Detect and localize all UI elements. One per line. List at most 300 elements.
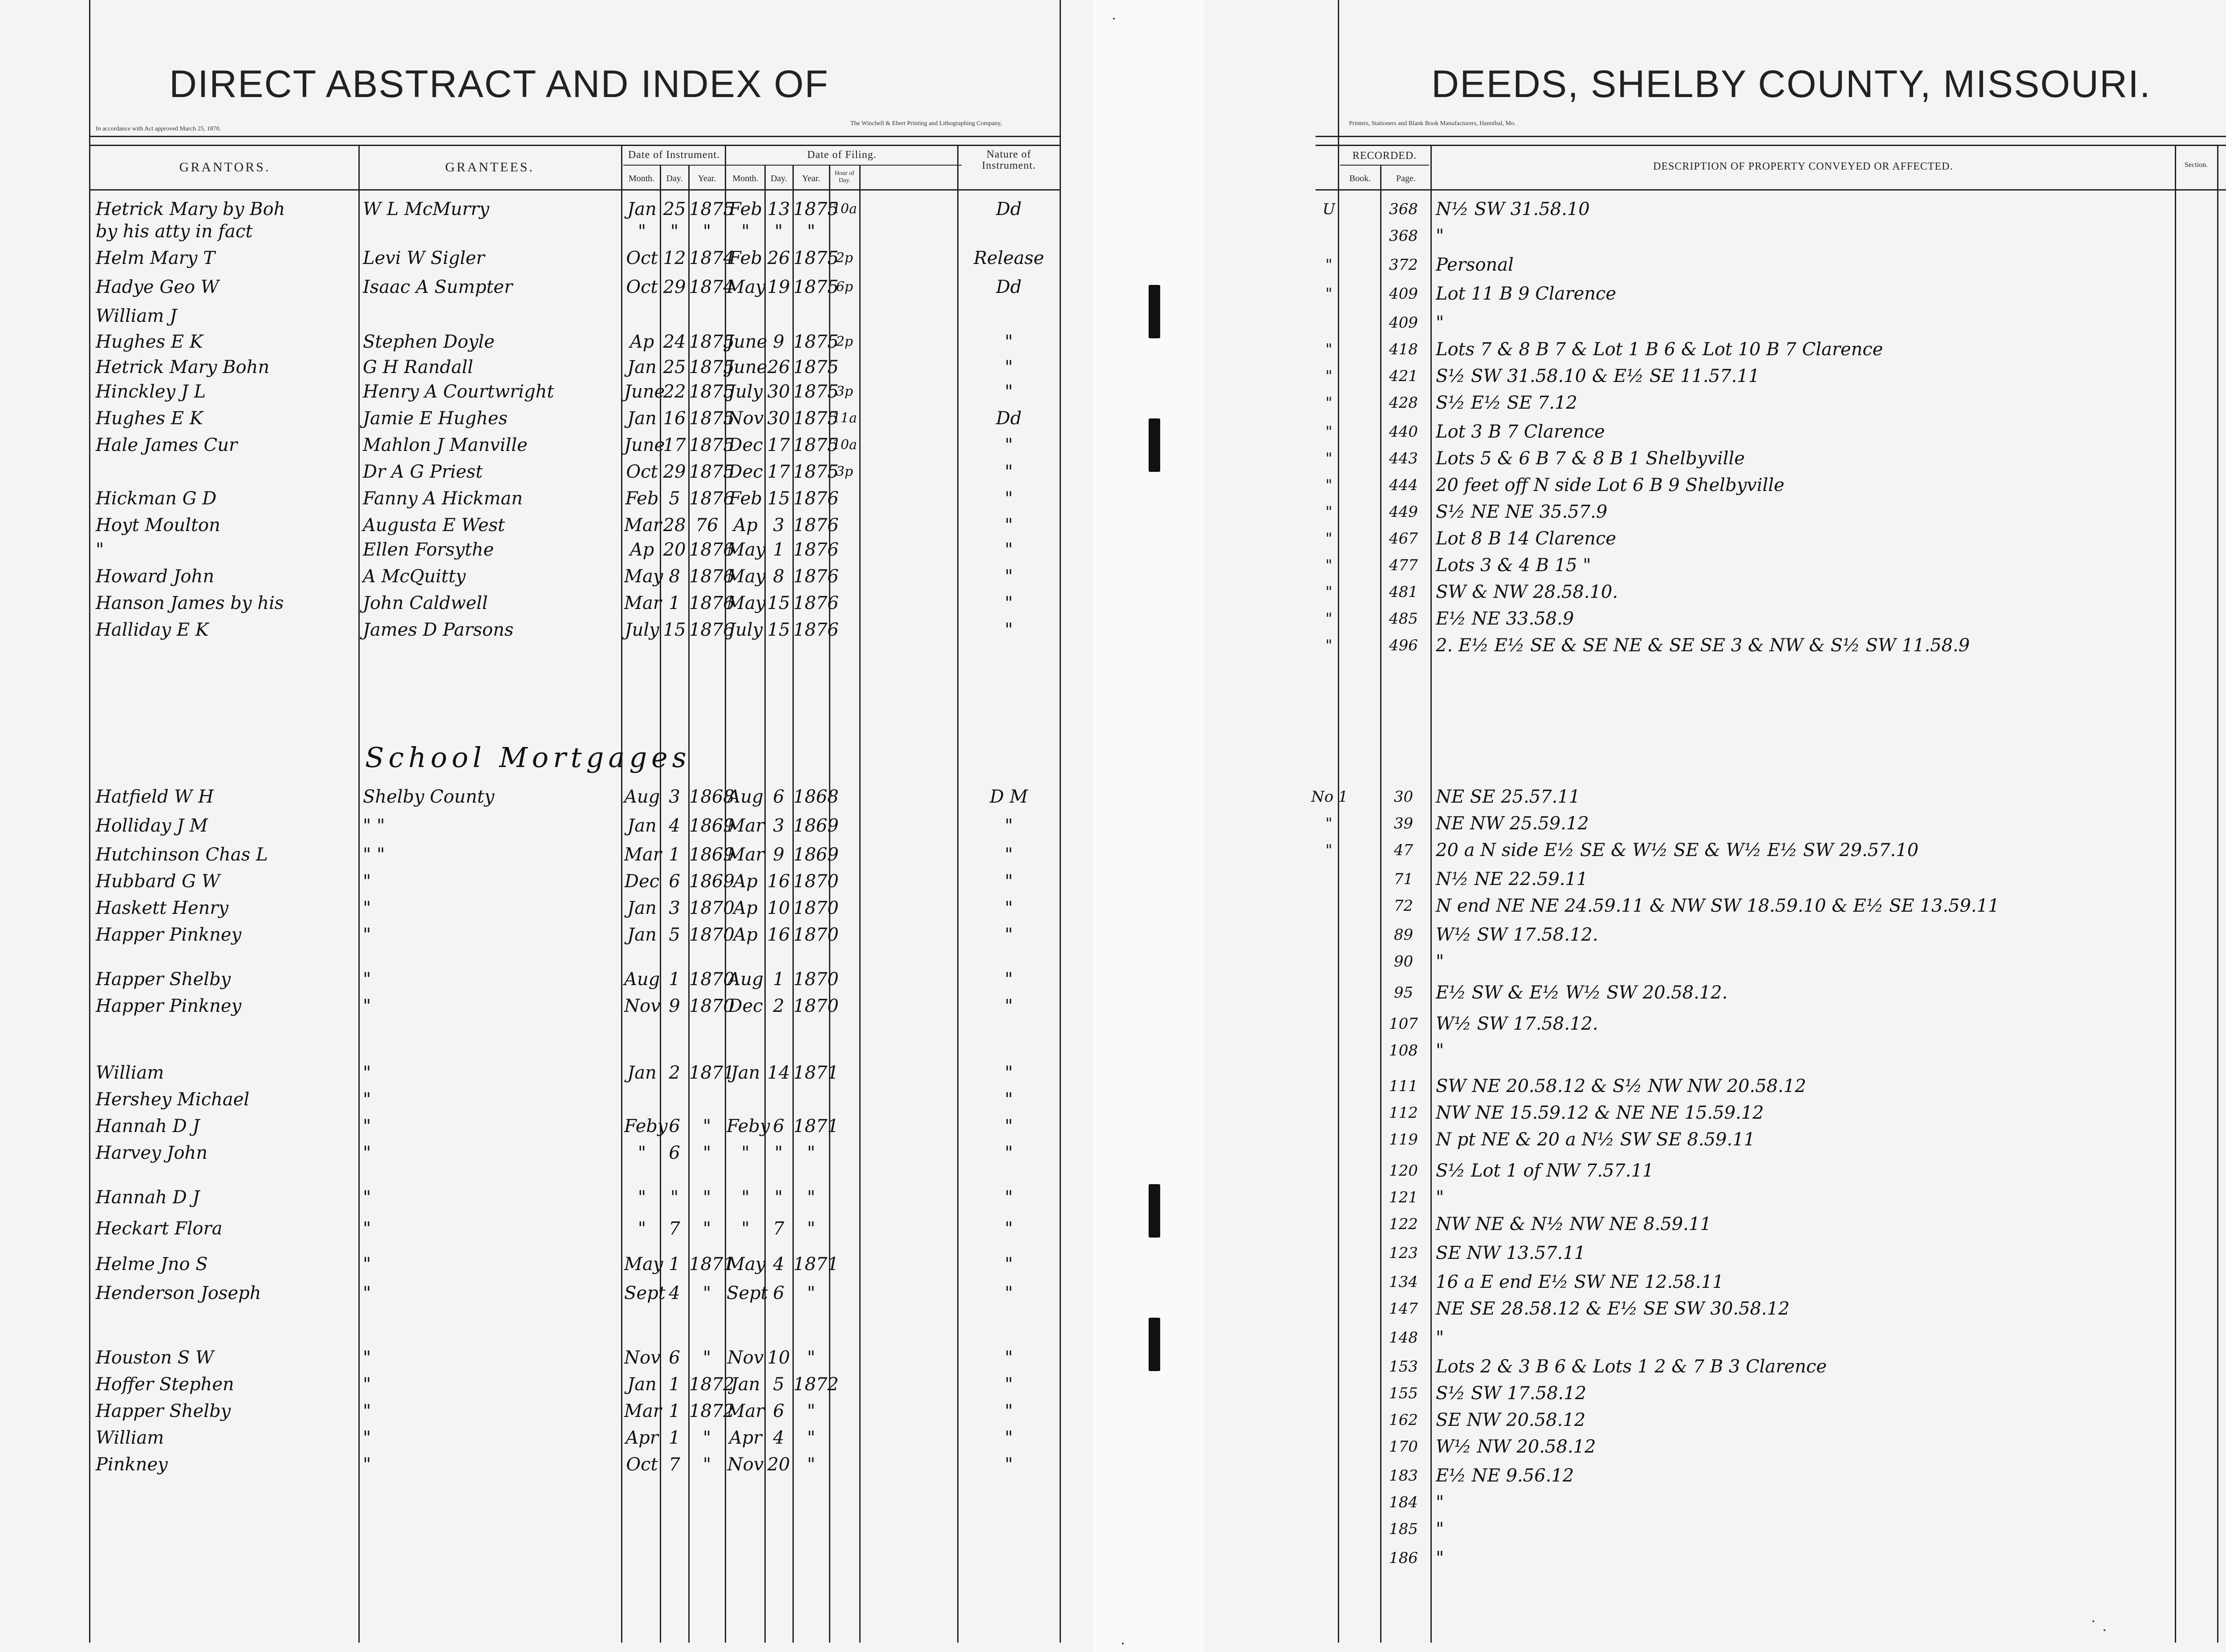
instrument-day-cell: 12 [663,248,686,268]
filing-day-cell: 15 [767,488,790,509]
nature-cell: " [1004,1218,1013,1239]
ledger-row [0,245,1093,272]
ledger-row [0,783,1093,810]
ledger-row [0,459,1093,485]
book-cell [1311,1100,1347,1126]
grantee-cell [363,303,620,329]
page-cell: 111 [1389,1077,1418,1095]
ledger-row [0,841,1093,868]
instrument-day-cell: 6 [669,1348,680,1368]
instrument-year-cell: 1876 [689,620,735,640]
book-cell [1311,1073,1347,1100]
description-cell: S½ SW 17.58.12 [1436,1383,1587,1404]
instrument-year-cell: 1875 [689,408,735,429]
description-cell: " [1436,313,1444,333]
grantor-cell: Hershey Michael [96,1089,250,1110]
ledger-row [0,432,1093,459]
instrument-month-cell: Jan [627,898,657,918]
description-cell: E½ SW & E½ W½ SW 20.58.12. [1436,982,1728,1003]
ledger-row [0,1344,1093,1371]
filing-day-cell: 26 [767,357,790,377]
filing-year-cell: 1875 [793,277,839,297]
nature-cell: " [1004,1374,1013,1395]
nature-cell: " [1004,488,1013,509]
filing-hour-cell [830,1371,859,1398]
filing-year-cell: 1870 [793,996,839,1016]
right-page-title: DEEDS, SHELBY COUNTY, MISSOURI. [1431,63,2151,106]
grantee-cell: Isaac A Sumpter [363,277,513,297]
grantor-cell: Hannah D J [96,1187,200,1208]
filing-hour-cell [830,1140,859,1166]
instrument-month-cell: Mar [624,593,662,613]
instrument-day-cell: 6 [669,1143,680,1163]
instrument-year-cell: 1875 [689,357,735,377]
book-cell: " [1325,394,1332,412]
instrument-month-cell: June [624,435,665,455]
book-cell [1311,1211,1347,1238]
filing-day-cell: 3 [773,515,784,536]
description-cell: NE NW 25.59.12 [1436,813,1589,834]
filing-month-cell [727,303,764,329]
grantor-cell: Hubbard G W [96,871,220,892]
page-cell: 368 [1389,200,1418,218]
page-cell: 153 [1389,1358,1418,1376]
filing-hour-cell [830,868,859,895]
instrument-year-cell: 1870 [689,969,735,990]
book-cell [1311,1324,1347,1351]
school-mortgages-heading: School Mortgages [365,741,691,774]
book-cell [1311,866,1347,893]
instrument-year-cell: 1875 [689,332,735,352]
instrument-month-cell: Ap [630,540,654,560]
nature-cell: " [1004,435,1013,455]
book-header: Book. [1349,174,1371,183]
filing-year-cell: " [807,1187,816,1208]
instrument-month-cell: Jan [627,1374,657,1395]
description-cell: N pt NE & 20 a N½ SW SE 8.59.11 [1436,1129,1755,1150]
ledger-row [0,329,1093,355]
instrument-day-cell: 1 [669,1401,680,1421]
instrument-month-cell: " [638,1187,646,1208]
instrument-month-cell: Oct [626,277,658,297]
filing-month-cell: May [727,277,766,297]
instrument-month-cell: Sept [624,1283,666,1303]
filing-hour-cell [830,1059,859,1086]
instrument-day-cell: 7 [669,1218,680,1239]
page-cell: 409 [1389,285,1418,303]
page-cell: 89 [1393,926,1414,944]
filing-month-cell: May [727,593,766,613]
page-cell: 421 [1389,367,1418,385]
filing-year-cell: 1876 [793,540,839,560]
instrument-day-cell: 9 [669,996,680,1016]
grantee-cell: " [363,1374,371,1395]
ledger-row [0,1398,1093,1425]
grantee-cell [363,218,620,245]
nature-cell: " [1004,925,1013,945]
instrument-year-cell: 1870 [689,898,735,918]
filing-month-cell: Nov [727,1348,764,1368]
filing-month-cell: Mar [727,1401,764,1421]
filing-day-cell: 1 [773,540,784,560]
filing-day-cell: 7 [773,1218,784,1239]
page-cell: 72 [1393,897,1414,915]
filing-hour-cell [830,1280,859,1307]
filing-hour-cell: 3p [836,464,853,479]
page-cell: 95 [1393,984,1414,1002]
nature-cell: " [1004,515,1013,536]
ledger-row [0,895,1093,921]
grantor-cell: Henderson Joseph [96,1283,261,1303]
book-cell: " [1325,476,1332,494]
filing-day-cell: 4 [773,1254,784,1275]
nature-cell: " [1004,969,1013,990]
filing-day-cell: 15 [767,593,790,613]
filing-month-cell: " [741,1143,750,1163]
filing-day-cell: 2 [773,996,784,1016]
ledger-row [0,812,1093,839]
page-cell: 418 [1389,341,1418,358]
description-cell: " [1436,1187,1444,1208]
nature-cell: " [1004,382,1013,402]
nature-cell: " [1004,462,1013,482]
description-cell: SE NW 13.57.11 [1436,1243,1586,1263]
book-cell: " [1325,450,1332,467]
instrument-month-cell: Jan [627,199,657,219]
instrument-year-cell: 1870 [689,996,735,1016]
instrument-month-cell: Oct [626,248,658,268]
grantors-header: GRANTORS. [179,160,271,175]
book-cell: " [1325,503,1332,521]
instrument-day-cell: 16 [663,408,686,429]
filing-year-cell: 1876 [793,593,839,613]
book-cell: " [1325,530,1332,548]
township-header [2218,161,2226,169]
instrument-month-cell: Mar [624,515,662,536]
description-cell: " [1436,951,1444,972]
instrument-month-cell: Feby [624,1116,668,1137]
filing-day-cell: 17 [767,462,790,482]
grantee-cell: Stephen Doyle [363,332,495,352]
filing-hour-cell: 11a [832,410,857,426]
grantor-cell: Hinckley J L [96,382,206,402]
page-cell: 444 [1389,476,1418,494]
instrument-year-cell [689,303,725,329]
nature-cell: " [1004,1454,1013,1475]
book-cell [1311,948,1347,975]
ledger-row [0,590,1093,617]
nature-header: Nature of Instrument. [982,149,1036,172]
filing-year-cell: 1876 [793,515,839,536]
filing-day-cell: 9 [773,332,784,352]
filing-year-cell: 1871 [793,1063,839,1083]
page-cell: 134 [1389,1273,1418,1291]
grantee-cell: " [363,1187,371,1208]
grantee-cell: " [363,969,371,990]
description-cell: E½ NE 9.56.12 [1436,1465,1574,1486]
instrument-day-cell: 6 [669,871,680,892]
grantor-cell: Hetrick Mary by Boh [96,199,285,219]
filing-hour-cell [830,812,859,839]
ledger-row [0,485,1093,512]
filing-hour-cell [830,1425,859,1451]
instrument-day-cell: 7 [669,1454,680,1475]
filing-month-cell: " [741,1187,750,1208]
nature-cell [959,218,1058,245]
grantor-cell: by his atty in fact [96,221,253,242]
page-cell: 449 [1389,503,1418,521]
instrument-day-cell: " [670,1187,679,1208]
nature-cell: " [1004,1143,1013,1163]
ledger-row [0,536,1093,563]
grantee-cell: Shelby County [363,787,495,807]
filing-year-cell: 1875 [793,408,839,429]
instrument-day-cell: 17 [663,435,686,455]
instrument-day-cell: 22 [663,382,686,402]
filing-hour-cell [830,617,859,643]
filing-month-cell: Feb [729,199,762,219]
instrument-day-cell: 1 [669,844,680,865]
filing-year-cell: " [807,1454,816,1475]
instrument-month-cell [624,1086,660,1113]
printer-note-right: Printers, Stationers and Blank Book Manufacturers, Hannibal, Mo. [1349,120,1516,127]
filing-day-cell: 14 [767,1063,790,1083]
page-cell: 467 [1389,530,1418,548]
filing-day-cell: 10 [767,1348,790,1368]
filing-month-cell: Feb [729,488,762,509]
grantor-cell: Hughes E K [96,408,203,429]
filing-hour-cell: 3p [836,384,853,399]
instrument-day-cell: 15 [663,620,686,640]
grantor-cell: William [96,1063,164,1083]
filing-month-cell: Feb [729,248,762,268]
nature-cell: Dd [996,277,1022,297]
grantor-cell: Hatfield W H [96,787,214,807]
filing-hour-cell [830,590,859,617]
grantor-cell: Happer Shelby [96,969,231,990]
filing-hour-cell: 2p [836,334,853,349]
book-cell: No 1 [1311,788,1348,806]
ledger-row [0,378,1093,405]
instrument-day-cell: " [670,221,679,242]
grantor-cell: Halliday E K [96,620,209,640]
filing-year-cell: 1870 [793,898,839,918]
instrument-year-cell [689,1086,725,1113]
book-cell [1311,893,1347,919]
grantee-cell: " [363,1063,371,1083]
file-year-header: Year. [802,174,821,183]
binding-slot [1149,285,1160,338]
page-cell: 155 [1389,1384,1418,1402]
filing-hour-cell: 2p [836,250,853,266]
left-page-title: DIRECT ABSTRACT AND INDEX OF [169,63,829,106]
description-cell: " [1436,1040,1444,1061]
grantor-cell: Holliday J M [96,816,208,836]
description-cell: Lot 8 B 14 Clarence [1436,528,1617,549]
instrument-year-cell: " [703,1187,711,1208]
book-cell [1311,1545,1347,1571]
filing-day-cell: 15 [767,620,790,640]
instrument-day-cell: 5 [669,488,680,509]
book-cell: " [1325,367,1332,385]
nature-cell: " [1004,566,1013,587]
filing-month-cell: Mar [727,816,764,836]
filing-month-cell: Sept [727,1283,768,1303]
book-cell: " [1325,637,1332,654]
instrument-month-cell: Apr [626,1428,658,1448]
instrument-month-cell: " [638,1218,646,1239]
filing-day-cell: 6 [773,1401,784,1421]
filing-day-cell: 3 [773,816,784,836]
book-gutter [1093,0,1204,1652]
filing-hour-cell [830,1251,859,1278]
instrument-month-cell: Jan [627,408,657,429]
description-cell: 2. E½ E½ SE & SE NE & SE SE 3 & NW & S½ SW 11.58.9 [1436,635,1970,656]
filing-hour-cell [830,536,859,563]
description-cell: N end NE NE 24.59.11 & NW SW 18.59.10 & E½ SE 13.59.11 [1436,896,1999,916]
book-cell [1311,979,1347,1006]
filing-hour-cell [830,1184,859,1211]
filing-year-cell: 1869 [793,816,839,836]
book-cell: " [1325,583,1332,601]
description-cell: SW & NW 28.58.10. [1436,582,1618,602]
description-cell: Lot 11 B 9 Clarence [1436,284,1617,304]
description-cell: " [1436,1519,1444,1539]
ledger-row [0,512,1093,539]
description-cell: Lots 7 & 8 B 7 & Lot 1 B 6 & Lot 10 B 7 Clarence [1436,339,1883,360]
date-filing-header: Date of Filing. [807,149,877,161]
book-cell [1311,223,1347,249]
book-cell [1311,1157,1347,1184]
hour-header: Hour of Day. [835,170,854,184]
instrument-day-cell: 8 [669,566,680,587]
instrument-day-cell [661,303,688,329]
instrument-day-cell: 1 [669,969,680,990]
grantee-cell: " [363,1348,371,1368]
instrument-year-cell: 1869 [689,816,735,836]
description-cell: 16 a E end E½ SW NE 12.58.11 [1436,1272,1724,1292]
inst-year-header: Year. [698,174,716,183]
instrument-day-cell: 2 [669,1063,680,1083]
filing-hour-cell: 10a [832,201,857,217]
page-cell: 183 [1389,1467,1418,1485]
description-cell: NW NE & N½ NW NE 8.59.11 [1436,1214,1711,1234]
filing-month-cell: May [727,540,766,560]
instrument-year-cell: 1871 [689,1063,735,1083]
filing-hour-cell [830,563,859,590]
description-cell: SW NE 20.58.12 & S½ NW NW 20.58.12 [1436,1076,1806,1096]
book-cell [1311,921,1347,948]
ledger-row [0,1184,1093,1211]
grantee-cell: " [363,996,371,1016]
grantee-cell: " [363,1283,371,1303]
instrument-month-cell: Jan [627,816,657,836]
filing-hour-cell [830,1086,859,1113]
filing-day-cell: 16 [767,925,790,945]
instrument-year-cell: " [703,1283,711,1303]
instrument-day-cell: 25 [663,357,686,377]
filing-hour-cell [830,1215,859,1242]
instrument-day-cell: 29 [663,462,686,482]
instrument-year-cell: " [703,1428,711,1448]
grantee-cell: Levi W Sigler [363,248,485,268]
grantor-cell: Hetrick Mary Bohn [96,357,270,377]
ledger-row [0,1451,1093,1478]
ledger-row [0,303,1093,329]
description-cell: Lots 3 & 4 B 15 " [1436,555,1591,576]
filing-year-cell: " [807,1143,816,1163]
grantor-cell: Pinkney [96,1454,168,1475]
page-cell: 90 [1393,953,1414,970]
filing-month-cell: Nov [727,1454,764,1475]
description-cell: " [1436,226,1444,246]
grantee-cell: Dr A G Priest [363,462,483,482]
filing-month-cell: Ap [733,871,758,892]
book-cell [1311,1407,1347,1433]
filing-year-cell: 1872 [793,1374,839,1395]
instrument-month-cell: July [625,620,659,640]
book-cell: " [1325,556,1332,574]
nature-cell: " [1004,620,1013,640]
instrument-day-cell: 3 [669,898,680,918]
ledger-row [0,563,1093,590]
scan-speck [1113,18,1115,20]
filing-day-cell: 19 [767,277,790,297]
filing-month-cell: Aug [727,787,764,807]
book-cell [1311,1433,1347,1460]
filing-year-cell: 1875 [793,248,839,268]
nature-cell: " [1004,1063,1013,1083]
filing-year-cell: 1875 [793,199,839,219]
filing-year-cell: 1876 [793,488,839,509]
instrument-day-cell: 3 [669,787,680,807]
filing-month-cell [727,1086,764,1113]
grantor-cell: Happer Pinkney [96,996,242,1016]
grantor-cell: William [96,1428,164,1448]
description-cell: Lots 5 & 6 B 7 & 8 B 1 Shelbyville [1436,448,1745,469]
filing-day-cell: 26 [767,248,790,268]
instrument-year-cell: " [703,1218,711,1239]
instrument-month-cell: Dec [624,871,660,892]
filing-month-cell: May [727,1254,766,1275]
filing-year-cell: " [807,221,816,242]
act-note: In accordance with Act approved March 25, 1870. [96,126,221,132]
description-cell: 20 a N side E½ SE & W½ SE & W½ E½ SW 29.57.10 [1436,840,1919,861]
filing-year-cell: 1871 [793,1116,839,1137]
filing-day-cell: 9 [773,844,784,865]
nature-cell: " [1004,996,1013,1016]
nature-cell: " [1004,1428,1013,1448]
book-cell: " [1325,285,1332,303]
instrument-month-cell [624,303,660,329]
filing-hour-cell [830,993,859,1019]
page-cell: 428 [1389,394,1418,412]
ledger-row [0,617,1093,643]
book-cell: U [1322,200,1336,218]
filing-hour-cell [830,1113,859,1140]
instrument-month-cell: Mar [624,844,662,865]
filing-day-cell: " [774,1187,783,1208]
filing-hour-cell [830,895,859,921]
instrument-day-cell: 5 [669,925,680,945]
description-cell: NW NE 15.59.12 & NE NE 15.59.12 [1436,1103,1764,1123]
page-cell: 184 [1389,1494,1418,1511]
ledger-row [0,1113,1093,1140]
description-cell: " [1436,1548,1444,1568]
filing-day-cell: 20 [767,1454,790,1475]
filing-year-cell: " [807,1348,816,1368]
book-cell [1311,1462,1347,1489]
